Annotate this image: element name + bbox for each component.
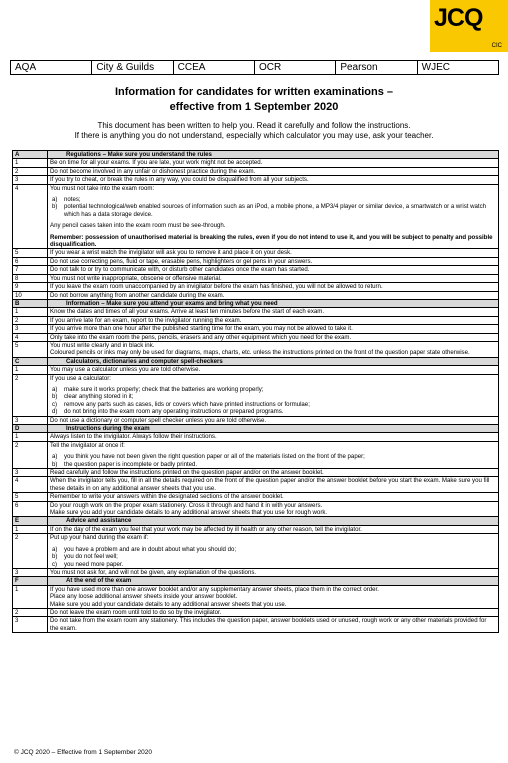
rule-number: 1 bbox=[13, 525, 48, 533]
rule-text bbox=[48, 316, 499, 324]
rule-line: If on the day of the exam you feel that your work may be affected by ill health or any other reason, tell the invigilator. bbox=[50, 525, 362, 533]
rule-text bbox=[48, 325, 499, 333]
rule-number: 2 bbox=[13, 374, 48, 416]
board-cell: CCEA bbox=[173, 61, 254, 75]
rule-number: 2 bbox=[13, 316, 48, 324]
intro-line: If there is anything you do not understand, especially which calculator you may use, ask your teacher. bbox=[74, 130, 434, 140]
board-cell: OCR bbox=[254, 61, 335, 75]
rule-line: If you use a calculator: bbox=[50, 374, 111, 382]
rule-row bbox=[13, 416, 499, 424]
document-title: Information for candidates for written examinations – bbox=[114, 86, 394, 98]
rules-table bbox=[12, 150, 499, 633]
board-cell: AQA bbox=[11, 61, 92, 75]
subitem-text: the question paper is incomplete or badly printed. bbox=[64, 460, 198, 468]
rule-row bbox=[13, 274, 499, 282]
rule-number: 1 bbox=[13, 159, 48, 167]
section-letter: E bbox=[13, 517, 48, 525]
subitem-label: d) bbox=[52, 408, 58, 416]
rule-note: Any pencil cases taken into the exam room must be see-through. bbox=[50, 222, 226, 230]
rule-text bbox=[48, 469, 499, 477]
rule-text bbox=[48, 534, 499, 569]
rule-text bbox=[48, 249, 499, 257]
intro-text bbox=[0, 121, 508, 140]
rule-line: Do not talk to or try to communicate with, or disturb other candidates once the exam has started. bbox=[50, 266, 310, 274]
subitem-label: b) bbox=[52, 553, 58, 561]
rule-line: If you arrive late for an exam, report to the invigilator running the exam. bbox=[50, 316, 242, 324]
jcq-logo bbox=[430, 0, 508, 52]
rule-row bbox=[13, 257, 499, 265]
rule-row bbox=[13, 477, 499, 493]
rule-subitem bbox=[50, 546, 496, 553]
rule-number: 2 bbox=[13, 167, 48, 175]
rule-number: 3 bbox=[13, 469, 48, 477]
section-header-row bbox=[13, 577, 499, 585]
rule-line: Do not leave the exam room until told to do so by the invigilator. bbox=[50, 608, 222, 616]
logo-text: JCQ bbox=[434, 4, 483, 32]
rule-row bbox=[13, 176, 499, 184]
rule-text bbox=[48, 167, 499, 175]
rule-number: 5 bbox=[13, 249, 48, 257]
subitem-text: you need more paper. bbox=[64, 560, 124, 568]
awarding-bodies-table bbox=[10, 60, 499, 75]
rule-line: Do your rough work on the proper exam stationery. Cross it through and hand it in with your answers. bbox=[50, 501, 323, 509]
rule-number: 3 bbox=[13, 176, 48, 184]
rule-text bbox=[48, 257, 499, 265]
rule-line: If you wear a wrist watch the invigilator will ask you to remove it and place it on your desk. bbox=[50, 249, 292, 257]
section-title: Advice and assistance bbox=[48, 517, 499, 525]
subitem-text: you think you have not been given the right question paper or all of the materials listed on the front of the paper; bbox=[64, 453, 365, 461]
subitem-text: notes; bbox=[64, 196, 81, 204]
rule-line: You must write clearly and in black ink. bbox=[50, 341, 155, 349]
rule-row bbox=[13, 325, 499, 333]
rule-line: Read carefully and follow the instructions printed on the question paper and/or on the answer booklet. bbox=[50, 469, 324, 477]
rule-row bbox=[13, 441, 499, 468]
rule-row bbox=[13, 283, 499, 291]
section-title: Information – Make sure you attend your exams and bring what you need bbox=[48, 299, 499, 307]
rule-text bbox=[48, 308, 499, 316]
rule-row bbox=[13, 469, 499, 477]
rule-line: Tell the invigilator at once if: bbox=[50, 441, 125, 449]
rule-row bbox=[13, 291, 499, 299]
section-title: Regulations – Make sure you understand the rules bbox=[48, 151, 499, 159]
footer-copyright: © JCQ 2020 – Effective from 1 September 2020 bbox=[14, 749, 152, 756]
rule-text bbox=[48, 477, 499, 493]
intro-line: This document has been written to help you. Read it carefully and follow the instructions. bbox=[97, 121, 411, 130]
rule-text bbox=[48, 608, 499, 616]
subitem-text: clear anything stored in it; bbox=[64, 393, 134, 401]
rule-line: Do not become involved in any unfair or dishonest practice during the exam. bbox=[50, 167, 256, 175]
subitem-label: c) bbox=[52, 400, 58, 408]
rule-line: Coloured pencils or inks may only be used for diagrams, maps, charts, etc. unless the instructions printed on the front of the question paper state otherwise. bbox=[50, 349, 470, 357]
rule-line: You may use a calculator unless you are told otherwise. bbox=[50, 366, 201, 374]
rule-row bbox=[13, 617, 499, 633]
rule-text bbox=[48, 568, 499, 576]
rule-row bbox=[13, 433, 499, 441]
rule-line: You must not ask for, and will not be given, any explanation of the questions. bbox=[50, 568, 257, 576]
rule-text bbox=[48, 184, 499, 249]
rule-subitem bbox=[50, 393, 496, 400]
rule-number: 3 bbox=[13, 416, 48, 424]
rule-row bbox=[13, 316, 499, 324]
rule-number: 3 bbox=[13, 617, 48, 633]
section-header-row bbox=[13, 299, 499, 307]
rule-subitem bbox=[50, 196, 496, 203]
rule-line: Do not use correcting pens, fluid or tape, erasable pens, highlighters or gel pens in your answers. bbox=[50, 257, 313, 265]
rule-text bbox=[48, 266, 499, 274]
rule-number: 1 bbox=[13, 366, 48, 374]
rule-line: If you try to cheat, or break the rules in any way, you could be disqualified from all your subjects. bbox=[50, 176, 309, 184]
board-cell: Pearson bbox=[336, 61, 417, 75]
rule-subitem bbox=[50, 453, 496, 460]
rule-number: 3 bbox=[13, 325, 48, 333]
rule-line: Know the dates and times of all your exams. Arrive at least ten minutes before the start of each exam. bbox=[50, 308, 325, 316]
rule-line: If you arrive more than one hour after the published starting time for the exam, you may not be allowed to take it. bbox=[50, 325, 353, 333]
rule-line: Place any loose additional answer sheets inside your answer booklet. bbox=[50, 593, 238, 601]
section-title: At the end of the exam bbox=[48, 577, 499, 585]
rule-row bbox=[13, 167, 499, 175]
rule-line: Do not use a dictionary or computer spell checker unless you are told otherwise. bbox=[50, 416, 267, 424]
rule-row bbox=[13, 501, 499, 517]
rule-text bbox=[48, 416, 499, 424]
rule-text bbox=[48, 176, 499, 184]
rule-line: Do not take from the exam room any stationery. This includes the question paper, answer booklets used or unused, rough work or any other materials provided for the exam. bbox=[50, 617, 487, 632]
rule-number: 2 bbox=[13, 534, 48, 569]
rule-row bbox=[13, 585, 499, 608]
rule-line: Only take into the exam room the pens, pencils, erasers and any other equipment which you need for the exam. bbox=[50, 333, 352, 341]
rule-line: Make sure you add your candidate details to any additional answer sheets that you use for rough work. bbox=[50, 509, 328, 517]
awarding-bodies-row bbox=[11, 61, 499, 75]
document-subtitle: effective from 1 September 2020 bbox=[169, 101, 339, 113]
rule-line: Do not borrow anything from another candidate during the exam. bbox=[50, 291, 225, 299]
section-letter: B bbox=[13, 299, 48, 307]
section-letter: C bbox=[13, 357, 48, 365]
subitem-text: make sure it works properly; check that the batteries are working properly; bbox=[64, 385, 264, 393]
subitem-label: c) bbox=[52, 560, 58, 568]
rule-text bbox=[48, 585, 499, 608]
rule-number: 4 bbox=[13, 333, 48, 341]
rule-text bbox=[48, 291, 499, 299]
rule-row bbox=[13, 333, 499, 341]
board-cell: WJEC bbox=[417, 61, 498, 75]
rule-number: 9 bbox=[13, 283, 48, 291]
subitem-text: potential technological/web enabled sources of information such as an iPod, a mobile phone, a MP3/4 player or similar device, a smartwatch or a wrist watch which has a data storage device. bbox=[64, 203, 487, 218]
rule-row bbox=[13, 568, 499, 576]
rule-row bbox=[13, 493, 499, 501]
rule-line: Put up your hand during the exam if: bbox=[50, 534, 149, 542]
rule-line: Make sure you add your candidate details to any additional answer sheets that you use. bbox=[50, 600, 287, 608]
rule-row bbox=[13, 266, 499, 274]
rule-number: 2 bbox=[13, 441, 48, 468]
subitem-label: b) bbox=[52, 460, 58, 468]
rule-row bbox=[13, 366, 499, 374]
subitem-text: you do not feel well; bbox=[64, 553, 118, 561]
rule-text bbox=[48, 433, 499, 441]
rule-subitem bbox=[50, 401, 496, 408]
rule-number: 3 bbox=[13, 568, 48, 576]
section-letter: F bbox=[13, 577, 48, 585]
rule-text bbox=[48, 341, 499, 357]
subitem-text: do not bring into the exam room any operating instructions or prepared programs. bbox=[64, 408, 284, 416]
rule-row bbox=[13, 249, 499, 257]
rule-row bbox=[13, 184, 499, 249]
rule-number: 2 bbox=[13, 608, 48, 616]
subitem-label: a) bbox=[52, 545, 58, 553]
section-header-row bbox=[13, 151, 499, 159]
rule-text bbox=[48, 441, 499, 468]
rule-line: You must not take into the exam room: bbox=[50, 184, 155, 192]
rule-row bbox=[13, 608, 499, 616]
subitem-label: a) bbox=[52, 453, 58, 461]
rule-line: You must not write inappropriate, obscene or offensive material. bbox=[50, 274, 222, 282]
rule-number: 7 bbox=[13, 266, 48, 274]
rule-subitem bbox=[50, 561, 496, 568]
rule-text bbox=[48, 374, 499, 416]
rule-row bbox=[13, 159, 499, 167]
subitem-label: b) bbox=[52, 393, 58, 401]
rule-number: 1 bbox=[13, 308, 48, 316]
rule-subitem bbox=[50, 461, 496, 468]
rule-text bbox=[48, 493, 499, 501]
subitem-text: remove any parts such as cases, lids or covers which have printed instructions or formulae; bbox=[64, 400, 310, 408]
rule-number: 5 bbox=[13, 341, 48, 357]
rule-line: If you have used more than one answer booklet and/or any supplementary answer sheets, place them in the correct order. bbox=[50, 585, 379, 593]
rule-number: 6 bbox=[13, 257, 48, 265]
rule-line: Be on time for all your exams. If you are late, your work might not be accepted. bbox=[50, 159, 263, 167]
rule-text bbox=[48, 501, 499, 517]
rule-number: 10 bbox=[13, 291, 48, 299]
rule-number: 5 bbox=[13, 493, 48, 501]
rule-number: 8 bbox=[13, 274, 48, 282]
rule-row bbox=[13, 374, 499, 416]
rule-warning: Remember: possession of unauthorised material is breaking the rules, even if you do not intend to use it, and you will be subject to penalty and possible disqualification. bbox=[50, 233, 493, 249]
board-cell: City & Guilds bbox=[92, 61, 173, 75]
section-letter: D bbox=[13, 425, 48, 433]
rule-subitem bbox=[50, 408, 496, 415]
section-letter: A bbox=[13, 151, 48, 159]
section-header-row bbox=[13, 425, 499, 433]
rule-line: Remember to write your answers within the designated sections of the answer booklet. bbox=[50, 493, 284, 501]
section-title: Calculators, dictionaries and computer spell-checkers bbox=[48, 357, 499, 365]
rule-row bbox=[13, 341, 499, 357]
rule-text bbox=[48, 283, 499, 291]
rule-row bbox=[13, 525, 499, 533]
subitem-label: b) bbox=[52, 203, 58, 211]
rule-subitem bbox=[50, 203, 496, 218]
rule-number: 4 bbox=[13, 477, 48, 493]
section-title: Instructions during the exam bbox=[48, 425, 499, 433]
subitem-label: a) bbox=[52, 385, 58, 393]
section-header-row bbox=[13, 357, 499, 365]
rule-text bbox=[48, 525, 499, 533]
rule-subitem bbox=[50, 386, 496, 393]
logo-subtext: CIC bbox=[491, 43, 502, 49]
rule-text bbox=[48, 274, 499, 282]
rule-text bbox=[48, 159, 499, 167]
rule-text bbox=[48, 617, 499, 633]
rule-text bbox=[48, 366, 499, 374]
rule-line: If you leave the exam room unaccompanied by an invigilator before the exam has finished, you will not be allowed to return. bbox=[50, 283, 383, 291]
rule-number: 4 bbox=[13, 184, 48, 249]
rule-number: 6 bbox=[13, 501, 48, 517]
rule-line: Always listen to the invigilator. Always follow their instructions. bbox=[50, 433, 217, 441]
subitem-text: you have a problem and are in doubt about what you should do; bbox=[64, 545, 237, 553]
subitem-label: a) bbox=[52, 196, 58, 204]
rule-subitem bbox=[50, 553, 496, 560]
rule-row bbox=[13, 308, 499, 316]
rule-number: 1 bbox=[13, 585, 48, 608]
rule-row bbox=[13, 534, 499, 569]
section-header-row bbox=[13, 517, 499, 525]
rule-text bbox=[48, 333, 499, 341]
rule-number: 1 bbox=[13, 433, 48, 441]
rule-line: When the invigilator tells you, fill in all the details required on the front of the question paper and/or the answer booklet before you start the exam. Make sure you fill these details in on any additional answer sheets that you use. bbox=[50, 477, 490, 492]
rules-body bbox=[13, 151, 499, 633]
